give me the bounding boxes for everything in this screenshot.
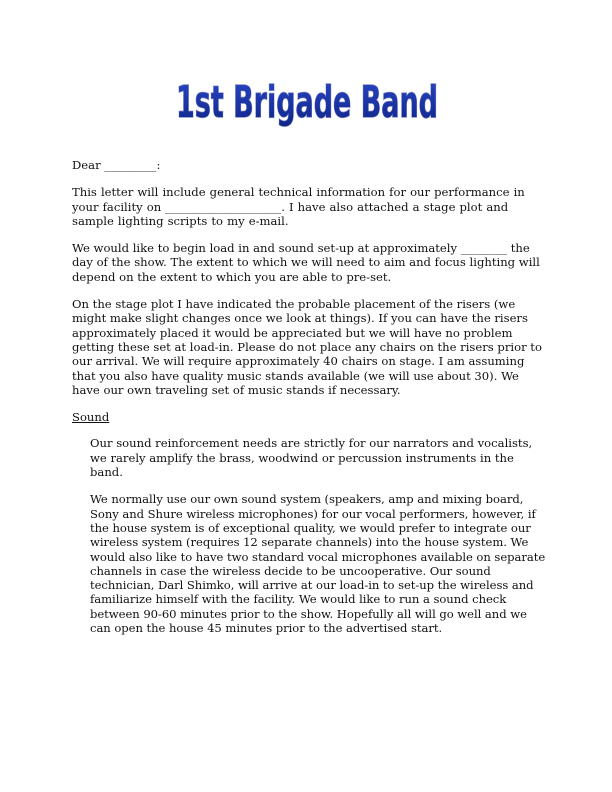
risers-paragraph: On the stage plot I have indicated the probable placement of the risers (we might make slight changes once we look at things). If you can have the risers approximately placed it would be appreciated but we will have no problem getting these set at load-in. Please do not place any chairs on the risers prior to our arrival. We will require approximately 40 chairs on stage. I am assuming that you also have quality music stands available (we will use about 30). We have our own traveling set of music stands if necessary.	[72, 297, 542, 397]
sound-paragraph: We normally use our own sound system (speakers, amp and mixing board, Sony and Shure wireless microphones) for our vocal performers, however, if the house system is of exceptional quality, we would prefer to integrate our wireless system (requires 12 separate channels) into the house system. We would also like to have two standard vocal microphones available on separate channels in case the wireless decide to be uncooperative. Our sound technician, Darl Shimko, will arrive at our load-in to set-up the wireless and familiarize himself with the facility. We would like to run a sound check between 90-60 minutes prior to the show. Hopefully all will go well and we can open the house 45 minutes prior to the advertised start.	[90, 492, 546, 636]
band-logo	[174, 70, 440, 126]
intro-paragraph: This letter will include general technical information for our performance in your facility on ____________________. I have also attached a stage plot and sample lighting scripts to my e-mail.	[72, 185, 525, 228]
sound-paragraph: Our sound reinforcement needs are strictly for our narrators and vocalists, we rarely amplify the brass, woodwind or percussion instruments in the band.	[90, 436, 533, 480]
sound-section	[90, 436, 550, 635]
letter-body	[72, 158, 550, 648]
band-logo-text: 1st Brigade Band	[176, 77, 438, 128]
load-in-paragraph: We would like to begin load in and sound set-up at approximately ________ the day of the show. The extent to which we will need to aim and focus lighting will depend on the extent to which you are able to pre-set.	[72, 241, 540, 284]
band-logo-wordmark	[174, 70, 440, 126]
sound-heading: Sound	[72, 410, 110, 425]
salutation: Dear _________:	[72, 158, 161, 172]
